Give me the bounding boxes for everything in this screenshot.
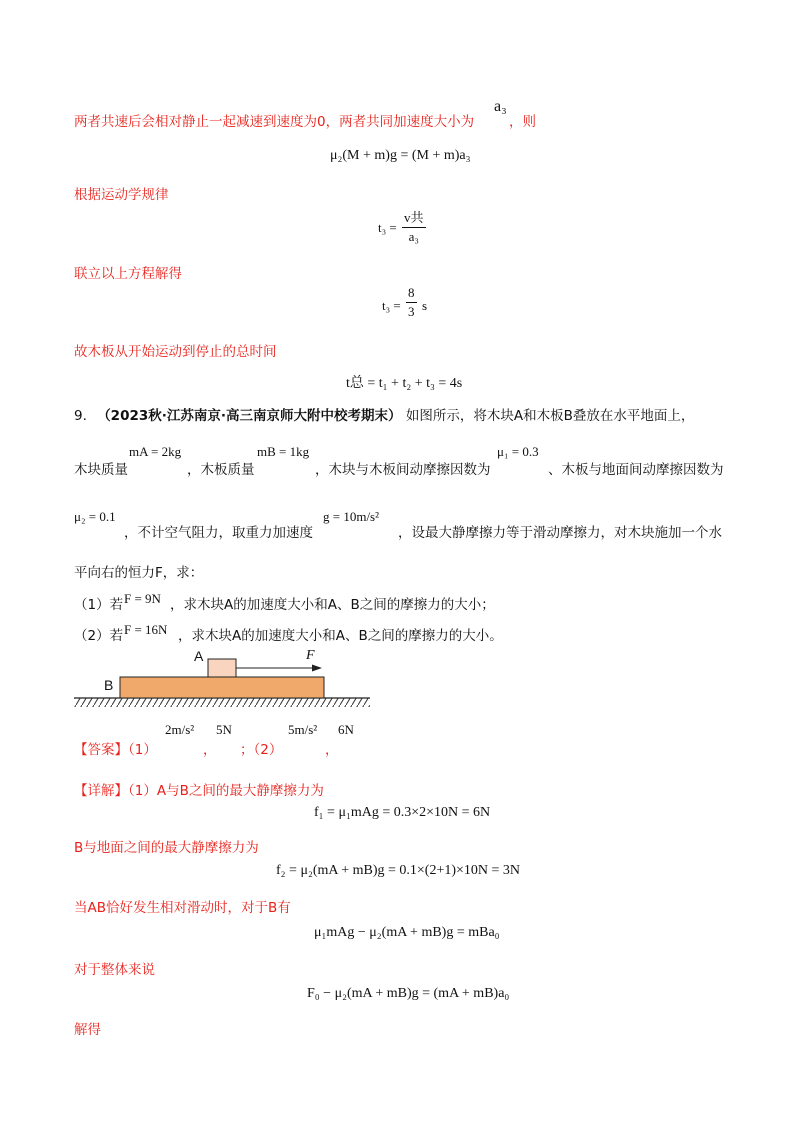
equation-t3-unit: s (422, 298, 428, 313)
answer-friction-2: 6N (338, 722, 354, 737)
problem-intro: 如图所示，将木块A和木板B叠放在水平地面上， (405, 408, 695, 424)
symbol-a3: a₃ (494, 98, 507, 115)
equation-max-static-friction-ab: f₁ = μ₁mAg = 0.3×2×10N = 6N (314, 805, 491, 820)
answer-friction-1: 5N (216, 722, 232, 737)
answer-label (74, 738, 157, 758)
question-1-text: ，求木块A的加速度大小和A、B之间的摩擦力的大小； (170, 597, 495, 613)
value-mu2: μ₂ = 0.1 (74, 509, 116, 524)
equation-total-time: t总 = t₁ + t₂ + t₃ = 4s (346, 376, 463, 391)
problem-source: （2023秋·江苏南京·高三南京师大附中校考期末） (97, 408, 402, 424)
force-arrow-head (312, 665, 322, 672)
question-2-force: F = 16N (124, 622, 168, 637)
detail-line-3: 当AB恰好发生相对滑动时，对于B有 (74, 900, 291, 916)
text-board-mass-label: ，木板质量 (187, 462, 255, 478)
answer-accel-1: 2m/s² (165, 722, 195, 737)
label-b: B (104, 677, 114, 693)
block-board-diagram (70, 645, 380, 715)
detail-line-1 (74, 779, 324, 799)
answer-sep-3: ， (325, 742, 339, 758)
equation-max-static-friction-ground: f₂ = μ₂(mA + mB)g = 0.1×(2+1)×10N = 3N (276, 863, 521, 878)
question-1-prefix: （1）若 (74, 597, 124, 613)
text-force-ask: 平向右的恒力F，求： (74, 565, 204, 581)
fraction-denominator: 3 (408, 304, 415, 319)
text-mu1-label: ，木块与木板间动摩擦因数为 (315, 462, 491, 478)
question-2-prefix: （2）若 (74, 628, 124, 644)
text-mu2-label: 、木板与地面间动摩擦因数为 (548, 462, 724, 478)
equation-t3-result-fraction (406, 285, 417, 320)
value-mu1: μ₁ = 0.3 (497, 444, 539, 459)
text-kinematics: 根据运动学规律 (74, 187, 169, 203)
text-friction-assumption: ，设最大静摩擦力等于滑动摩擦力，对木块施加一个水 (398, 525, 722, 541)
value-mass-a: mA = 2kg (129, 444, 182, 459)
text-solve: 联立以上方程解得 (74, 266, 182, 282)
question-1-force: F = 9N (124, 591, 161, 606)
answer-sep-1: ， (203, 742, 217, 758)
detail-line-5: 解得 (74, 1022, 101, 1038)
detail-line-4: 对于整体来说 (74, 962, 155, 978)
label-f: F (306, 648, 315, 663)
detail-tag: 【详解】 (74, 783, 128, 799)
answer-accel-2: 5m/s² (288, 722, 318, 737)
label-a: A (194, 648, 204, 664)
question-2-text: ，求木块A的加速度大小和A、B之间的摩擦力的大小。 (178, 628, 503, 644)
equation-friction-deceleration: μ₂(M + m)g = (M + m)a₃ (330, 148, 471, 163)
equation-whole-system: F₀ − μ₂(mA + mB)g = (mA + mB)a₀ (307, 986, 510, 1001)
text-line-shared-velocity: 两者共速后会相对静止一起减速到速度为0，两者共同加速度大小为 (74, 114, 475, 130)
value-mass-b: mB = 1kg (257, 444, 310, 459)
problem-number: 9. (74, 408, 87, 424)
equation-t3-lhs: t₃ = (378, 220, 397, 235)
equation-board-b: μ₁mAg − μ₂(mA + mB)g = mBa₀ (314, 925, 500, 940)
problem-header (74, 404, 694, 424)
detail-text-1: （1）A与B之间的最大静摩擦力为 (128, 783, 324, 799)
equation-t3-fraction (402, 207, 426, 245)
text-gravity-label: ，不计空气阻力，取重力加速度 (124, 525, 313, 541)
ground-hatching (74, 698, 370, 707)
answer-part1-label: （1） (128, 742, 157, 758)
text-total-time: 故木板从开始运动到停止的总时间 (74, 344, 277, 360)
equation-t3-result-lhs: t₃ = (382, 298, 401, 313)
board-b (120, 677, 324, 698)
value-gravity: g = 10m/s² (323, 509, 380, 524)
fraction-numerator: v共 (402, 207, 426, 228)
text-block-mass-label: 木块质量 (74, 462, 128, 478)
text-line1-tail: ，则 (509, 114, 536, 130)
answer-tag: 【答案】 (74, 742, 128, 758)
answer-sep-2: ；（2） (240, 742, 283, 758)
fraction-numerator: 8 (406, 285, 417, 303)
detail-line-2: B与地面之间的最大静摩擦力为 (74, 840, 259, 856)
block-a (208, 659, 236, 677)
fraction-denominator: a₃ (408, 229, 419, 244)
